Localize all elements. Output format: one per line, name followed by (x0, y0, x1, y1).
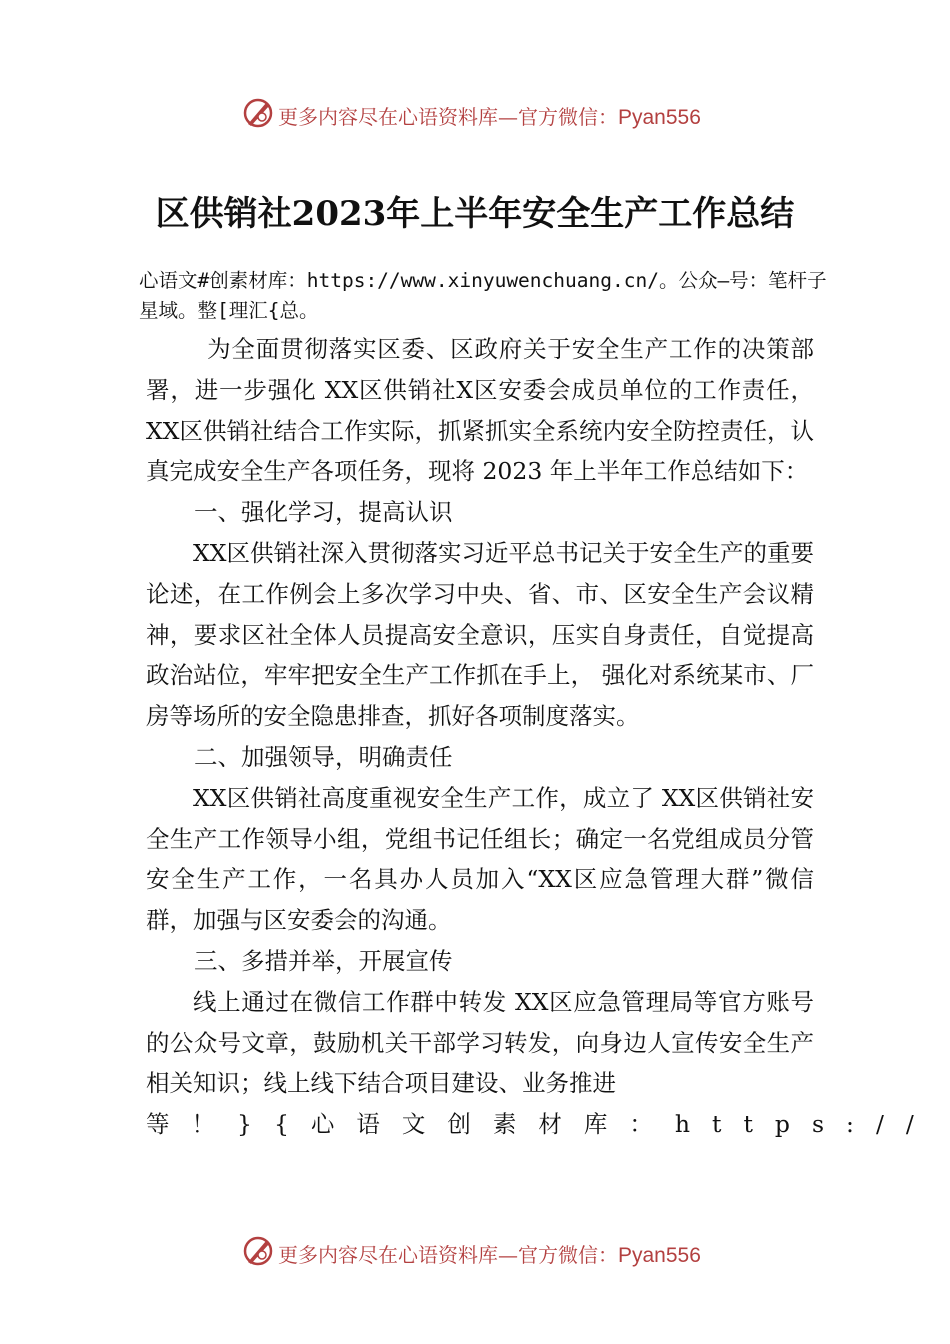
document-body (146, 329, 936, 1145)
wechat-id: Pyan556 (618, 1244, 701, 1267)
paragraph-1: XX区供销社深入贯彻落实习近平总书记关于安全生产的重要论述，在工作例会上多次学习中央、省、市、区安全生产会议精神，要求区社全体人员提高安全意识，压实自身责任，自觉提高政治站位，牢牢把安全生产工作抓在手上， 强化对系统某市、厂房等场所的安全隐患排查，抓好各项制度落实。 (146, 538, 814, 731)
wechat-id: Pyan556 (618, 106, 701, 129)
footer-banner (0, 1233, 950, 1273)
section-heading-2: 二、加强领导，明确责任 (194, 742, 453, 771)
source-line: 心语文#创素材库：https://www.xinyuwenchuang.cn/。公众—号：笔杆子星域。整[理汇{总。 (139, 269, 827, 322)
pen-logo-icon (242, 97, 274, 129)
banner-text: 更多内容尽在心语资料库—官方微信：Pyan556 (278, 1243, 701, 1267)
intro-paragraph: 为全面贯彻落实区委、区政府关于安全生产工作的决策部署，进一步强化 XX区供销社X区安委会成员单位的工作责任，XX区供销社结合工作实际，抓紧抓实全系统内安全防控责任，认真完成安全生产各项任务，现将 2023 年上半年工作总结如下： (146, 335, 814, 486)
document-title: 区供销社2023年上半年安全生产工作总结 (155, 194, 795, 234)
header-banner (0, 95, 950, 135)
paragraph-3-last-line: 等！}{心语文创素材库：https:// (146, 1110, 936, 1139)
section-heading-1: 一、强化学习，提高认识 (194, 498, 453, 527)
paragraph-3: 线上通过在微信工作群中转发 XX区应急管理局等官方账号的公众号文章，鼓励机关干部学习转发，向身边人宣传安全生产相关知识；线上线下结合项目建设、业务推进 (146, 987, 814, 1098)
pen-logo-icon (242, 1235, 274, 1267)
banner-text: 更多内容尽在心语资料库—官方微信：Pyan556 (278, 105, 701, 129)
section-heading-3: 三、多措并举，开展宣传 (194, 946, 453, 975)
paragraph-2: XX区供销社高度重视安全生产工作，成立了 XX区供销社安全生产工作领导小组，党组书记任组长；确定一名党组成员分管安全生产工作，一名具办人员加入“XX区应急管理大群”微信群，加强与区安委会的沟通。 (146, 783, 814, 935)
